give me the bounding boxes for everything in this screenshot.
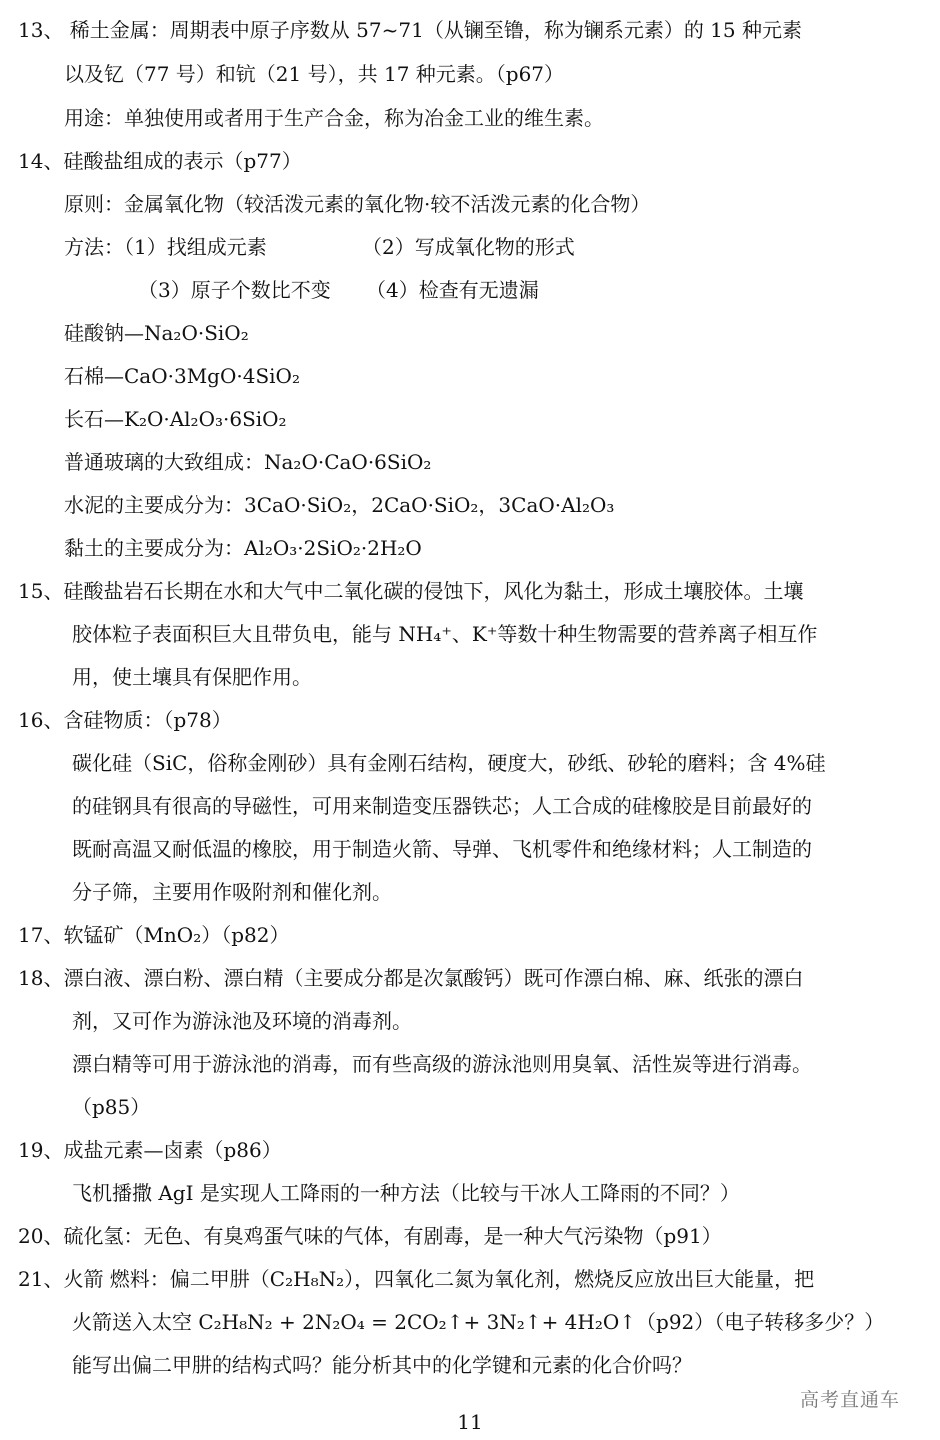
text-line: 胶体粒子表面积巨大且带负电，能与 NH₄⁺、K⁺等数十种生物需要的营养离子相互作: [72, 622, 818, 646]
text-line: （4）检查有无遗漏: [366, 278, 539, 302]
text-line: 21、火箭 燃料：偏二甲肼（C₂H₈N₂），四氧化二氮为氧化剂，燃烧反应放出巨大能量，把: [18, 1267, 815, 1291]
text-line: 用途：单独使用或者用于生产合金，称为冶金工业的维生素。: [64, 106, 604, 130]
text-line: 的硅钢具有很高的导磁性，可用来制造变压器铁芯；人工合成的硅橡胶是目前最好的: [72, 794, 812, 818]
text-line: 水泥的主要成分为：3CaO·SiO₂，2CaO·SiO₂，3CaO·Al₂O₃: [64, 493, 615, 517]
text-line: 长石—K₂O·Al₂O₃·6SiO₂: [64, 407, 287, 431]
text-line: 硅酸钠—Na₂O·SiO₂: [64, 321, 249, 345]
text-line: 用，使土壤具有保肥作用。: [72, 665, 312, 689]
text-line: 以及钇（77 号）和钪（21 号），共 17 种元素。（p67）: [64, 62, 565, 86]
text-line: （p85）: [72, 1095, 151, 1119]
text-line: 13、 稀土金属：周期表中原子序数从 57~71（从镧至镥，称为镧系元素）的 15 种元素: [18, 18, 802, 42]
text-line: 漂白精等可用于游泳池的消毒，而有些高级的游泳池则用臭氧、活性炭等进行消毒。: [72, 1052, 812, 1076]
text-line: 20、硫化氢：无色、有臭鸡蛋气味的气体，有剧毒，是一种大气污染物（p91）: [18, 1224, 722, 1248]
text-line: 碳化硅（SiC，俗称金刚砂）具有金刚石结构，硬度大，砂纸、砂轮的磨料；含 4%硅: [72, 751, 826, 775]
text-line: 方法：（1）找组成元素: [64, 235, 267, 259]
text-line: 石棉—CaO·3MgO·4SiO₂: [64, 364, 300, 388]
text-line: 既耐高温又耐低温的橡胶，用于制造火箭、导弹、飞机零件和绝缘材料；人工制造的: [72, 837, 812, 861]
text-line: 18、漂白液、漂白粉、漂白精（主要成分都是次氯酸钙）既可作漂白棉、麻、纸张的漂白: [18, 966, 804, 990]
text-line: 17、软锰矿（MnO₂）（p82）: [18, 923, 290, 947]
text-line: 黏土的主要成分为：Al₂O₃·2SiO₂·2H₂O: [64, 536, 422, 560]
text-line: 分子筛，主要用作吸附剂和催化剂。: [72, 880, 392, 904]
text-line: （3）原子个数比不变: [138, 278, 331, 302]
text-line: 普通玻璃的大致组成：Na₂O·CaO·6SiO₂: [64, 450, 432, 474]
text-line: 19、成盐元素—卤素（p86）: [18, 1138, 282, 1162]
text-line: 原则：金属氧化物（较活泼元素的氧化物·较不活泼元素的化合物）: [64, 192, 651, 216]
text-line: 能写出偏二甲肼的结构式吗？能分析其中的化学键和元素的化合价吗？: [72, 1353, 692, 1377]
text-line: 16、含硅物质：（p78）: [18, 708, 232, 732]
text-line: 15、硅酸盐岩石长期在水和大气中二氧化碳的侵蚀下，风化为黏土，形成土壤胶体。土壤: [18, 579, 804, 603]
text-line: （2）写成氧化物的形式: [362, 235, 575, 259]
page-number: 11: [457, 1410, 483, 1434]
watermark-text: 高考直通车: [800, 1389, 901, 1411]
text-line: 飞机播撒 AgI 是实现人工降雨的一种方法（比较与干冰人工降雨的不同？）: [72, 1181, 740, 1205]
text-line: 14、硅酸盐组成的表示（p77）: [18, 149, 302, 173]
text-line: 火箭送入太空 C₂H₈N₂ + 2N₂O₄ = 2CO₂↑+ 3N₂↑+ 4H₂O↑（p92）（电子转移多少？）: [72, 1310, 885, 1334]
text-line: 剂，又可作为游泳池及环境的消毒剂。: [72, 1009, 412, 1033]
